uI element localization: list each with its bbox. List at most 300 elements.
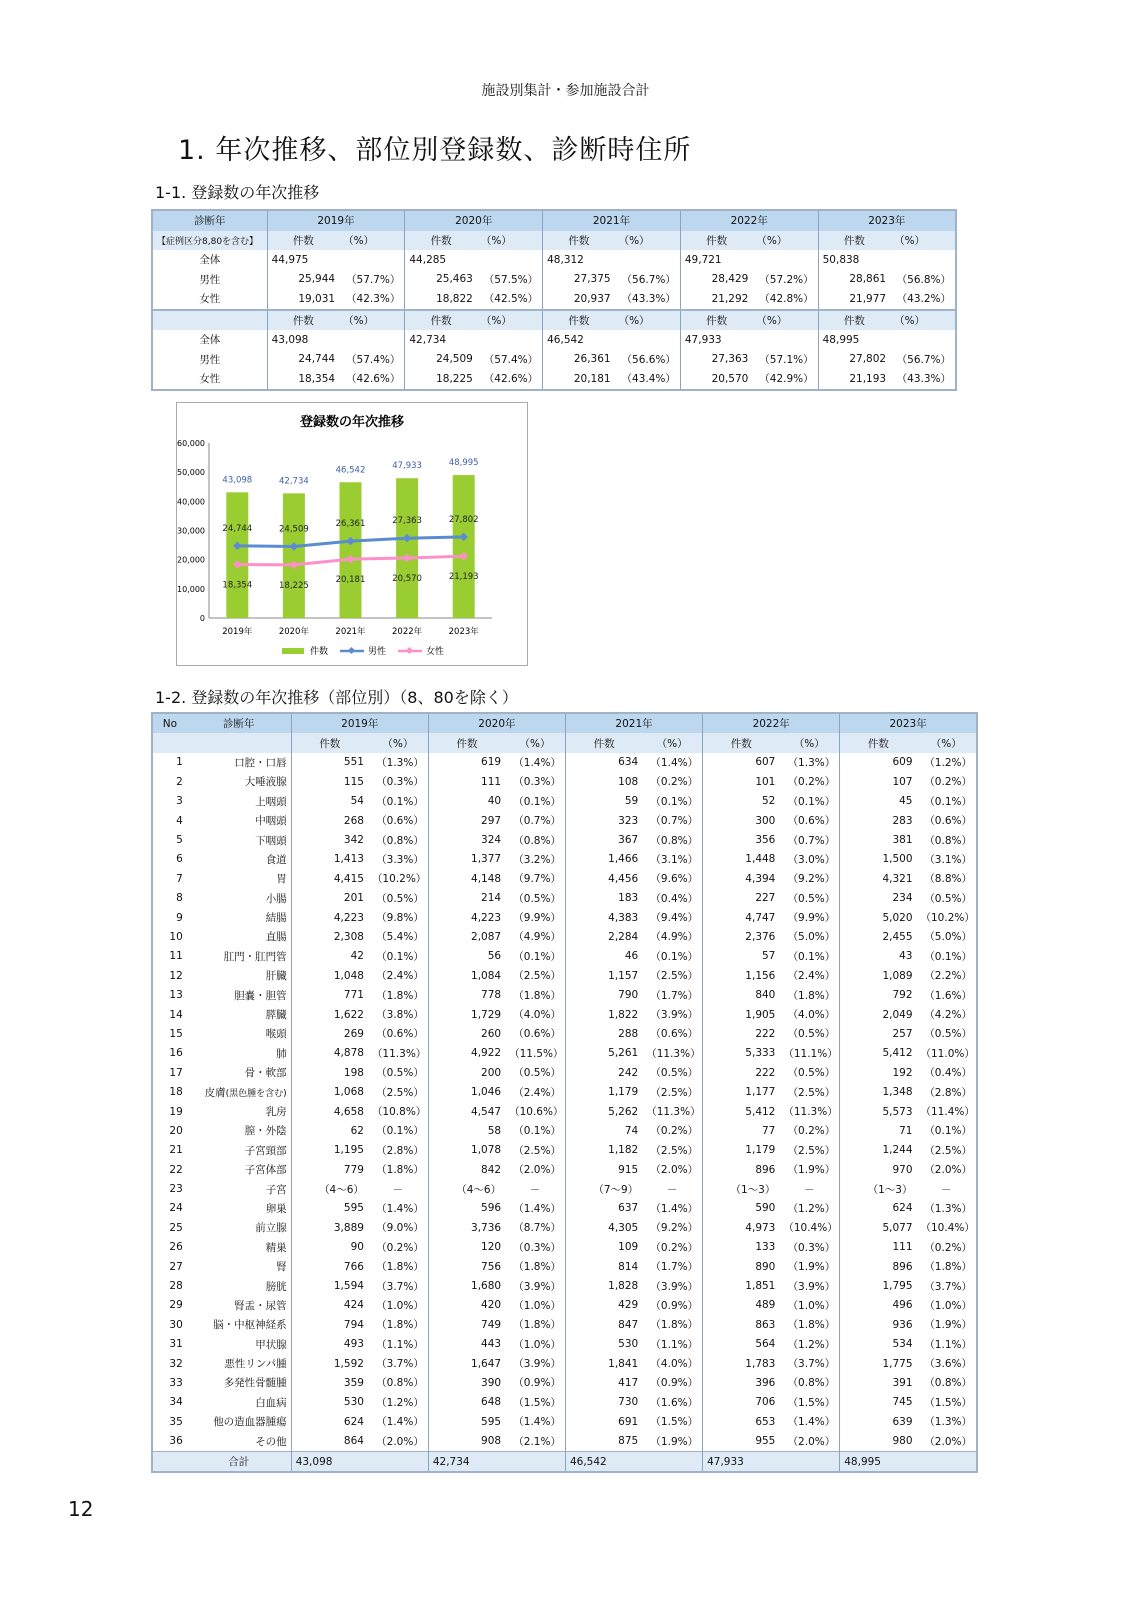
pct-cell: （3.2%）: [513, 853, 561, 866]
site-name: 乳房: [265, 1106, 287, 1118]
pct-cell: （11.3%）: [646, 1047, 701, 1060]
pct-cell: （3.9%）: [513, 1358, 561, 1371]
table-row: [152, 1393, 977, 1412]
count-cell: 1,156: [703, 966, 780, 985]
pct-cell: （8.8%）: [924, 873, 972, 886]
header-year: 2022年: [703, 713, 840, 733]
pct-cell: （1.2%）: [787, 1338, 836, 1351]
pct-cell: （0.2%）: [924, 1241, 972, 1254]
pct-cell: （57.2%）: [759, 273, 814, 286]
pct-cell: （2.5%）: [787, 1086, 836, 1099]
count-cell: 297: [428, 811, 505, 830]
pct-cell: （4.0%）: [513, 1009, 561, 1022]
count-cell: 1,244: [840, 1141, 917, 1160]
legend-swatch: [282, 648, 304, 654]
y-tick-label: 60,000: [177, 439, 205, 448]
pct-cell: （0.9%）: [650, 1377, 699, 1390]
count-cell: 875: [565, 1431, 642, 1451]
table-row: [152, 1063, 977, 1082]
count-cell: 706: [703, 1393, 780, 1412]
count-cell: 1,068: [291, 1082, 368, 1101]
line-data-label: 20,570: [392, 574, 422, 585]
pct-cell: （1.8%）: [787, 1319, 836, 1332]
site-name: 卵巣: [265, 1202, 287, 1215]
pct-cell: （0.4%）: [924, 1067, 972, 1080]
table-row: [152, 1141, 977, 1160]
pct-cell: （1.1%）: [376, 1338, 424, 1351]
pct-cell: （1.4%）: [513, 756, 561, 769]
pct-cell: （4.9%）: [650, 931, 699, 944]
pct-cell: （1.8%）: [924, 1261, 972, 1274]
count-cell: 1,622: [291, 1005, 368, 1024]
count-cell: 288: [565, 1024, 642, 1043]
count-cell: 634: [565, 753, 642, 772]
pct-cell: （0.8%）: [513, 834, 561, 847]
site-name: 口腔・口唇: [234, 756, 287, 769]
count-cell: 108: [565, 772, 642, 791]
site-name: 脳・中枢神経系: [213, 1319, 287, 1332]
row-number: 2: [176, 775, 183, 788]
row-number: 34: [169, 1396, 183, 1409]
pct-header: （%）: [642, 733, 702, 752]
count-cell: 980: [840, 1431, 917, 1451]
count-cell: 1,680: [428, 1276, 505, 1295]
site-registration-table-body: [152, 713, 977, 1472]
total-label: 合計: [187, 1451, 291, 1472]
count-cell: 45: [840, 792, 917, 811]
count-cell: 20,570: [680, 369, 752, 390]
count-cell: 4,456: [565, 869, 642, 888]
count-cell: 1,084: [428, 966, 505, 985]
count-header: 件数: [565, 733, 642, 752]
table-row: [152, 927, 977, 946]
page-number: 12: [68, 1497, 94, 1521]
pct-cell: （1.0%）: [513, 1338, 561, 1351]
row-number: 22: [169, 1163, 183, 1176]
bar: [396, 478, 418, 618]
count-cell: 5,261: [565, 1044, 642, 1063]
count-cell: 28,429: [680, 270, 752, 290]
count-cell: 2,049: [840, 1005, 917, 1024]
pct-cell: （2.5%）: [787, 1144, 836, 1157]
pct-header: （%）: [615, 231, 681, 251]
row-number: 16: [169, 1047, 183, 1060]
count-cell: 794: [291, 1315, 368, 1334]
total-count: 42,734: [428, 1451, 505, 1472]
pct-cell: （5.0%）: [787, 931, 836, 944]
count-cell: 1,078: [428, 1141, 505, 1160]
row-number: 31: [169, 1338, 183, 1351]
pct-cell: （0.6%）: [513, 1028, 561, 1041]
total-count: 43,098: [291, 1451, 368, 1472]
count-cell: 48,312: [543, 250, 615, 270]
count-cell: 242: [565, 1063, 642, 1082]
pct-header: （%）: [477, 231, 543, 251]
count-cell: 40: [428, 792, 505, 811]
total-count: 47,933: [703, 1451, 780, 1472]
line-data-label: 27,363: [392, 516, 422, 527]
count-cell: 25,944: [267, 270, 339, 290]
table-row: [152, 811, 977, 830]
pct-cell: （10.4%）: [920, 1222, 975, 1235]
row-number: 18: [169, 1086, 183, 1099]
count-cell: 25,463: [405, 270, 477, 290]
pct-cell: （2.0%）: [513, 1164, 561, 1177]
count-header: 件数: [405, 310, 477, 331]
count-cell: 44,975: [267, 250, 339, 270]
count-cell: 214: [428, 889, 505, 908]
header-year: 2019年: [267, 210, 405, 231]
site-name: 子宮: [265, 1183, 287, 1196]
table-subheader-row: [152, 231, 956, 251]
pct-cell: （9.8%）: [376, 912, 424, 925]
total-count: 48,995: [840, 1451, 917, 1472]
pct-cell: （1.6%）: [924, 989, 972, 1002]
count-cell: 639: [840, 1412, 917, 1431]
pct-cell: （0.1%）: [787, 950, 836, 963]
pct-cell: （0.1%）: [376, 795, 424, 808]
count-header: 件数: [840, 733, 917, 752]
row-number: 24: [169, 1202, 183, 1215]
bar-data-label: 48,995: [448, 458, 479, 469]
pct-cell: （9.6%）: [650, 873, 699, 886]
count-cell: 496: [840, 1296, 917, 1315]
pct-cell: （0.5%）: [924, 892, 972, 905]
header-empty: [187, 733, 291, 752]
pct-cell: （1.9%）: [650, 1435, 699, 1448]
pct-cell: （3.9%）: [787, 1280, 836, 1293]
count-cell: 49,721: [680, 250, 752, 270]
pct-cell: [752, 250, 818, 270]
count-cell: （1～3）: [840, 1179, 917, 1198]
count-header: 件数: [543, 310, 615, 331]
pct-cell: （0.8%）: [376, 1377, 424, 1390]
row-number: 13: [169, 989, 183, 1002]
y-tick-label: 10,000: [177, 584, 205, 594]
row-label: 女性: [199, 373, 221, 386]
count-cell: 1,775: [840, 1354, 917, 1373]
section-heading: 1. 年次推移、部位別登録数、診断時住所: [178, 135, 692, 166]
pct-cell: （0.6%）: [787, 815, 836, 828]
count-cell: 28,861: [818, 270, 890, 290]
header-year: 2023年: [840, 713, 977, 733]
count-cell: 1,448: [703, 850, 780, 869]
count-cell: 778: [428, 985, 505, 1004]
pct-cell: －: [529, 1183, 541, 1196]
table-row: [152, 1335, 977, 1354]
pct-cell: （1.7%）: [650, 1261, 699, 1274]
table-row: [152, 1431, 977, 1451]
pct-cell: （1.5%）: [787, 1396, 836, 1409]
count-cell: 20,181: [543, 369, 615, 390]
pct-cell: （56.6%）: [621, 353, 676, 366]
table-row: [152, 830, 977, 849]
pct-cell: （0.1%）: [650, 795, 699, 808]
count-cell: 192: [840, 1063, 917, 1082]
pct-header: （%）: [615, 310, 681, 331]
pct-header: （%）: [368, 733, 428, 752]
count-cell: 1,179: [703, 1141, 780, 1160]
row-number: 30: [169, 1318, 183, 1331]
pct-cell: （3.9%）: [513, 1280, 561, 1293]
subsection-title-1: 1-1. 登録数の年次推移: [155, 183, 320, 202]
count-cell: 1,179: [565, 1082, 642, 1101]
site-name: 下咽頭: [255, 834, 287, 847]
pct-cell: （5.0%）: [924, 931, 972, 944]
pct-cell: －: [804, 1183, 815, 1196]
table-row: [152, 772, 977, 791]
count-cell: 595: [291, 1199, 368, 1218]
table-row: [152, 1412, 977, 1431]
site-name: 肛門・肛門管: [223, 950, 287, 963]
pct-cell: （9.0%）: [376, 1222, 424, 1235]
count-cell: 21,193: [818, 369, 890, 390]
pct-cell: （57.1%）: [759, 353, 814, 366]
count-cell: 1,822: [565, 1005, 642, 1024]
pct-cell: （57.5%）: [483, 273, 539, 286]
pct-cell: （2.0%）: [376, 1435, 424, 1448]
count-cell: （4～6）: [291, 1179, 368, 1198]
count-cell: 62: [291, 1121, 368, 1140]
pct-cell: （0.4%）: [650, 892, 699, 905]
block-label: 【症例区分8,80を含む】: [152, 231, 267, 251]
count-cell: 896: [703, 1160, 780, 1179]
table-row: [152, 1315, 977, 1334]
count-cell: 18,225: [405, 369, 477, 390]
yearly-registration-table-body: [152, 210, 956, 390]
pct-cell: （0.2%）: [376, 1241, 424, 1254]
site-name: 腎: [276, 1261, 287, 1274]
count-cell: 21,292: [680, 289, 752, 310]
site-name: 前立腺: [255, 1222, 287, 1235]
count-cell: 4,383: [565, 908, 642, 927]
pct-cell: （0.1%）: [376, 1125, 424, 1138]
bar: [226, 492, 248, 618]
pct-cell: （1.5%）: [924, 1396, 972, 1409]
count-cell: 133: [703, 1238, 780, 1257]
x-tick-label: 2021年: [335, 627, 366, 637]
count-cell: 1,905: [703, 1005, 780, 1024]
table-row: [152, 1102, 977, 1121]
bar-data-label: 47,933: [392, 461, 422, 472]
count-cell: 915: [565, 1160, 642, 1179]
total-pct-empty: [917, 1451, 978, 1472]
site-name: 食道: [265, 853, 287, 866]
count-cell: 257: [840, 1024, 917, 1043]
count-cell: 2,455: [840, 927, 917, 946]
pct-cell: （1.1%）: [650, 1338, 699, 1351]
count-cell: 624: [291, 1412, 368, 1431]
pct-cell: （1.0%）: [376, 1299, 424, 1312]
count-header: 件数: [543, 231, 615, 251]
pct-cell: （42.6%）: [483, 373, 539, 386]
site-registration-table: [151, 712, 978, 1473]
count-cell: 359: [291, 1373, 368, 1392]
count-header: 件数: [703, 733, 780, 752]
pct-cell: （3.9%）: [650, 1009, 699, 1022]
count-cell: 551: [291, 753, 368, 772]
pct-cell: [890, 250, 956, 270]
line-data-label: 20,181: [335, 575, 366, 586]
pct-header: （%）: [477, 310, 543, 331]
pct-cell: （1.4%）: [376, 1416, 424, 1429]
pct-cell: （4.0%）: [650, 1358, 699, 1371]
line-data-label: 18,354: [222, 580, 253, 591]
count-cell: 745: [840, 1393, 917, 1412]
pct-cell: （10.2%）: [371, 873, 427, 886]
pct-cell: （1.8%）: [376, 1164, 424, 1177]
count-cell: 1,182: [565, 1141, 642, 1160]
count-cell: 637: [565, 1199, 642, 1218]
count-cell: 1,157: [565, 966, 642, 985]
row-number: 1: [176, 756, 183, 769]
count-cell: 4,922: [428, 1044, 505, 1063]
pct-cell: （0.7%）: [787, 834, 836, 847]
table-subheader-row: [152, 310, 956, 331]
pct-header: （%）: [339, 231, 405, 251]
table-row: [152, 1238, 977, 1257]
count-header: 件数: [291, 733, 368, 752]
header-year: 2021年: [543, 210, 681, 231]
pct-cell: （2.5%）: [513, 1144, 561, 1157]
site-name: 上咽頭: [255, 795, 287, 808]
count-cell: 324: [428, 830, 505, 849]
block-label-empty: [152, 310, 267, 331]
site-name: 肺: [276, 1047, 287, 1060]
pct-cell: －: [666, 1183, 678, 1196]
pct-cell: （0.5%）: [650, 1067, 699, 1080]
row-number: 5: [176, 834, 183, 847]
row-number: 29: [169, 1299, 183, 1312]
pct-cell: （2.2%）: [924, 970, 972, 983]
bar: [453, 475, 475, 618]
count-cell: 1,592: [291, 1354, 368, 1373]
pct-cell: （0.8%）: [376, 834, 424, 847]
count-cell: 101: [703, 772, 780, 791]
pct-cell: （3.7%）: [924, 1280, 972, 1293]
table-row: [152, 1354, 977, 1373]
pct-header: （%）: [752, 231, 818, 251]
count-cell: 24,744: [267, 350, 339, 370]
count-cell: 493: [291, 1335, 368, 1354]
pct-cell: （1.1%）: [924, 1338, 972, 1351]
pct-cell: （9.9%）: [787, 912, 836, 925]
pct-cell: （8.7%）: [513, 1222, 561, 1235]
count-cell: 771: [291, 985, 368, 1004]
pct-cell: （42.8%）: [759, 293, 814, 306]
line-data-label: 18,225: [279, 580, 309, 591]
pct-cell: （11.3%）: [646, 1106, 701, 1118]
row-number: 21: [169, 1144, 183, 1157]
pct-cell: （0.5%）: [513, 1067, 561, 1080]
header-year: 2022年: [680, 210, 818, 231]
pct-cell: （11.5%）: [509, 1047, 564, 1060]
total-pct-empty: [779, 1451, 839, 1472]
row-number: 7: [176, 872, 183, 885]
pct-cell: （1.8%）: [513, 1319, 561, 1332]
count-cell: 74: [565, 1121, 642, 1140]
site-name: 骨・軟部: [244, 1067, 287, 1080]
count-cell: 424: [291, 1296, 368, 1315]
pct-cell: （2.5%）: [513, 970, 561, 983]
pct-cell: （0.3%）: [787, 1241, 836, 1254]
table-row: [152, 289, 956, 310]
count-cell: 489: [703, 1296, 780, 1315]
count-cell: 3,889: [291, 1218, 368, 1237]
row-number: 6: [176, 853, 183, 866]
pct-cell: （57.4%）: [483, 353, 539, 366]
count-cell: 4,321: [840, 869, 917, 888]
table-row: [152, 330, 956, 350]
pct-cell: [615, 250, 681, 270]
count-cell: 56: [428, 947, 505, 966]
count-cell: 4,415: [291, 869, 368, 888]
count-cell: 2,087: [428, 927, 505, 946]
pct-cell: （5.4%）: [376, 931, 424, 944]
pct-cell: （2.5%）: [650, 1144, 699, 1157]
count-cell: 222: [703, 1024, 780, 1043]
table-row: [152, 350, 956, 370]
count-cell: 20,937: [543, 289, 615, 310]
pct-cell: （2.0%）: [924, 1164, 972, 1177]
header-year-label: 診断年: [152, 210, 267, 231]
pct-cell: （1.8%）: [376, 989, 424, 1002]
count-cell: 24,509: [405, 350, 477, 370]
pct-cell: （0.2%）: [650, 1241, 699, 1254]
pct-cell: （2.4%）: [513, 1086, 561, 1099]
count-cell: 1,729: [428, 1005, 505, 1024]
site-name: 皮膚(黒色腫を含む): [204, 1086, 287, 1099]
count-cell: 1,851: [703, 1276, 780, 1295]
pct-cell: （1.9%）: [787, 1261, 836, 1274]
count-cell: 42: [291, 947, 368, 966]
count-cell: 1,089: [840, 966, 917, 985]
line-data-label: 26,361: [335, 519, 366, 530]
table-row: [152, 1296, 977, 1315]
bar-data-label: 46,542: [335, 465, 366, 476]
pct-cell: （0.9%）: [650, 1299, 699, 1312]
pct-cell: （1.2%）: [376, 1396, 424, 1409]
count-cell: 4,878: [291, 1044, 368, 1063]
pct-cell: （1.4%）: [513, 1202, 561, 1215]
count-cell: 46: [565, 947, 642, 966]
count-cell: 936: [840, 1315, 917, 1334]
count-cell: 57: [703, 947, 780, 966]
table-row: [152, 869, 977, 888]
x-tick-label: 2020年: [278, 627, 309, 637]
pct-cell: [890, 330, 956, 350]
count-cell: 534: [840, 1335, 917, 1354]
count-cell: 790: [565, 985, 642, 1004]
row-number: 10: [169, 930, 183, 943]
total-row: [152, 1451, 977, 1472]
pct-cell: （11.3%）: [371, 1047, 427, 1060]
pct-header: （%）: [890, 310, 956, 331]
row-label: 女性: [199, 293, 221, 306]
count-cell: 1,500: [840, 850, 917, 869]
yearly-registration-chart: [176, 402, 528, 666]
count-cell: 44,285: [405, 250, 477, 270]
pct-cell: （1.3%）: [924, 1416, 972, 1429]
table-header-row: [152, 713, 977, 733]
count-cell: 4,747: [703, 908, 780, 927]
count-cell: 21,977: [818, 289, 890, 310]
pct-cell: （11.0%）: [920, 1047, 975, 1060]
count-cell: 564: [703, 1335, 780, 1354]
count-cell: 766: [291, 1257, 368, 1276]
page-header: 施設別集計・参加施設合計: [481, 83, 650, 99]
site-name: 膣・外陰: [244, 1125, 287, 1138]
